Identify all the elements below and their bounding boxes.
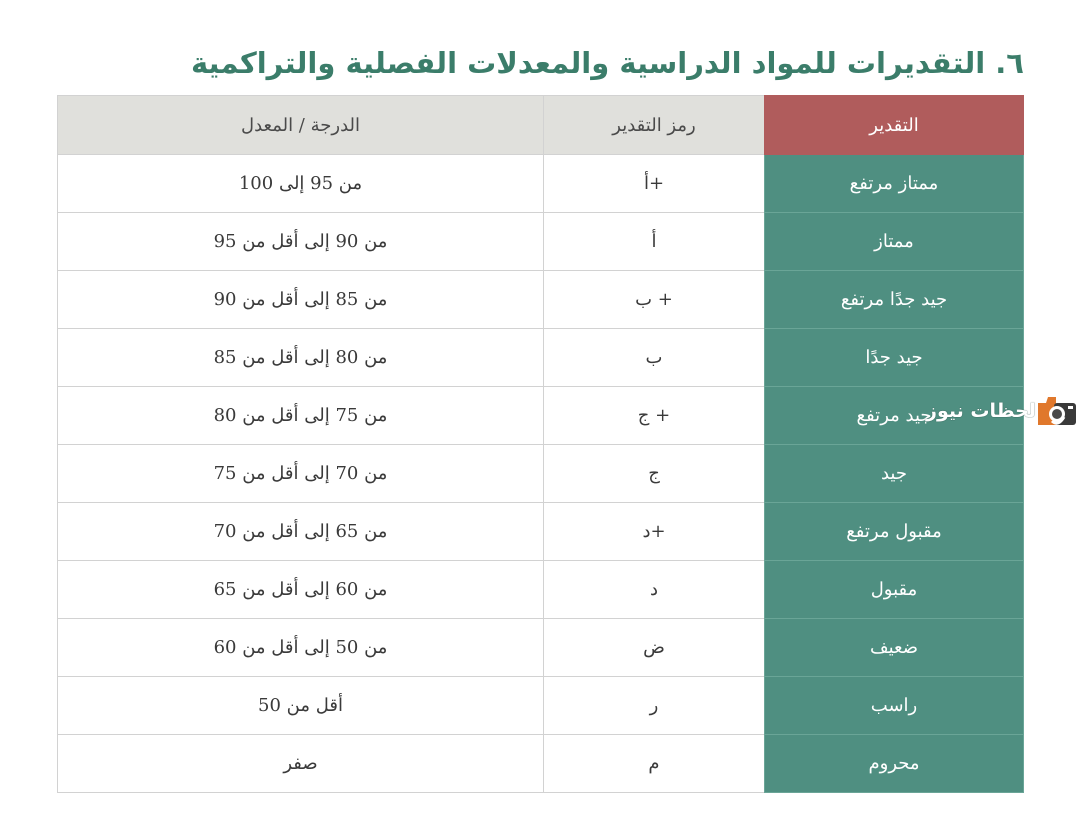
grade-name: ممتاز xyxy=(765,213,1024,271)
grade-name: جيد مرتفع xyxy=(765,387,1024,445)
header-symbol: رمز التقدير xyxy=(544,96,765,155)
table-row xyxy=(58,155,1024,213)
grade-symbol: م xyxy=(544,735,765,793)
grade-name: مقبول xyxy=(765,561,1024,619)
grades-table xyxy=(57,95,1024,793)
header-grade: التقدير xyxy=(765,96,1024,155)
grade-range: صفر xyxy=(58,735,544,793)
grade-range: من 85 إلى أقل من 90 xyxy=(58,271,544,329)
grade-symbol: ج xyxy=(544,445,765,503)
grade-range: من 90 إلى أقل من 95 xyxy=(58,213,544,271)
grade-symbol: أ xyxy=(544,213,765,271)
table-row xyxy=(58,387,1024,445)
grade-name: جيد xyxy=(765,445,1024,503)
grade-symbol: ر xyxy=(544,677,765,735)
grade-range: من 65 إلى أقل من 70 xyxy=(58,503,544,561)
table-row xyxy=(58,213,1024,271)
grade-name: جيد جدًا xyxy=(765,329,1024,387)
grade-symbol: + ج xyxy=(544,387,765,445)
page-title: ٦. التقديرات للمواد الدراسية والمعدلات الفصلية والتراكمية xyxy=(190,46,1024,81)
table-row xyxy=(58,503,1024,561)
grade-name: راسب xyxy=(765,677,1024,735)
grade-range: من 50 إلى أقل من 60 xyxy=(58,619,544,677)
grade-range: من 75 إلى أقل من 80 xyxy=(58,387,544,445)
grade-symbol: + ب xyxy=(544,271,765,329)
grade-range: من 60 إلى أقل من 65 xyxy=(58,561,544,619)
grade-name: محروم xyxy=(765,735,1024,793)
table-row xyxy=(58,445,1024,503)
grade-name: جيد جدًا مرتفع xyxy=(765,271,1024,329)
grade-range: أقل من 50 xyxy=(58,677,544,735)
grade-range: من 80 إلى أقل من 85 xyxy=(58,329,544,387)
table-row xyxy=(58,329,1024,387)
grade-symbol: ب xyxy=(544,329,765,387)
camera-logo-icon xyxy=(1036,391,1078,431)
grade-range: من 70 إلى أقل من 75 xyxy=(58,445,544,503)
watermark-text: لحظات نيوز xyxy=(926,400,1036,422)
grade-range: من 95 إلى 100 xyxy=(58,155,544,213)
table-header-row xyxy=(58,96,1024,155)
table-row xyxy=(58,735,1024,793)
table-row xyxy=(58,677,1024,735)
grade-symbol: +د xyxy=(544,503,765,561)
grade-name: ممتاز مرتفع xyxy=(765,155,1024,213)
table-row xyxy=(58,619,1024,677)
table-row xyxy=(58,271,1024,329)
header-range: الدرجة / المعدل xyxy=(58,96,544,155)
grade-symbol: +أ xyxy=(544,155,765,213)
grade-symbol: د xyxy=(544,561,765,619)
grade-name: مقبول مرتفع xyxy=(765,503,1024,561)
table-row xyxy=(58,561,1024,619)
grade-symbol: ض xyxy=(544,619,765,677)
grade-name: ضعيف xyxy=(765,619,1024,677)
watermark xyxy=(918,390,1078,432)
